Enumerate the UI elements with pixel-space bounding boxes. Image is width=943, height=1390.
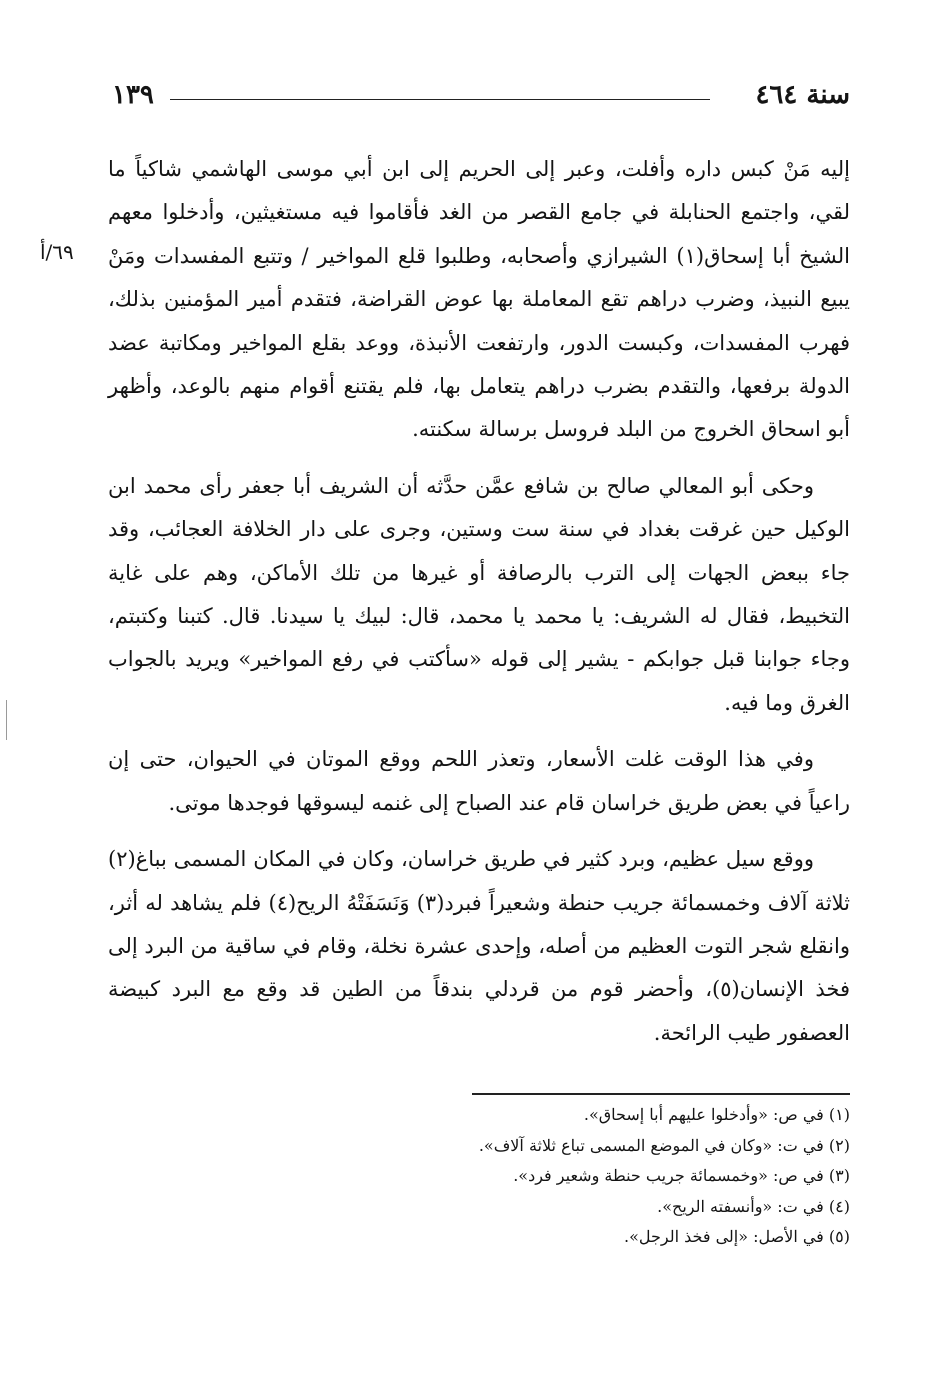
scan-edge-mark	[6, 700, 7, 740]
footnote: (١) في ص: «وأدخلوا عليهم أبا إسحاق».	[583, 1105, 850, 1124]
paragraph: إليه مَنْ كبس داره وأفلت، وعبر إلى الحريم إلى ابن أبي موسى الهاشمي شاكياً ما لقي، واجتمع الحنابلة في جامع القصر من الغد فأقاموا فيه مستغيثين، وأدخلوا معهم الشيخ أبا إسحاق(١) الشيرازي وأصحابه، وطلبوا قلع المواخير / وتتبع المفسدات ومَنْ يبيع النبيذ، وضرب دراهم تقع المعاملة بها عوض القراضة، فتقدم أمير المؤمنين بذلك، فهرب المفسدات، وكبست الدور، وارتفعت الأنبذة، ووعد بقلع المواخير ومكاتبة عضد الدولة برفعها، والتقدم بضرب دراهم يتعامل بها، فلم يقتنع أقوام منهم بالوعد، وأظهر أبو اسحاق الخروج من البلد فروسل برسالة سكنته.	[108, 157, 850, 442]
paragraph: وحكى أبو المعالي صالح بن شافع عمَّن حدَّثه أن الشريف أبا جعفر رأى محمد ابن الوكيل حين غرقت بغداد في سنة ست وستين، وجرى على دار الخلافة العجائب، وقد جاء ببعض الجهات إلى الترب بالرصافة أو غيرها من تلك الأماكن، وهم على غاية التخبيط، فقال له الشريف: يا محمد يا محمد، قال: لبيك يا سيدنا. قال. كتبنا وكتبتم، وجاء جوابنا قبل جوابكم - يشير إلى قوله «سأكتب في رفع المواخير» ويريد بالجواب الغرق وما فيه.	[108, 473, 850, 715]
paragraph: وفي هذا الوقت غلت الأسعار، وتعذر اللحم ووقع الموتان في الحيوان، حتى إن راعياً في بعض طريق خراسان قام عند الصباح إلى غنمه ليسوقها فوجدها موتى.	[108, 747, 850, 815]
footnote-separator	[472, 1093, 850, 1095]
main-text	[108, 148, 850, 1068]
page-number: ١٣٩	[112, 80, 154, 110]
page-header	[112, 78, 850, 118]
paragraph: ووقع سيل عظيم، وبرد كثير في طريق خراسان، وكان في المكان المسمى بباغ(٢) ثلاثة آلاف وخمسمائة جريب حنطة وشعيراً فبرد(٣) وَنَسَفَتْهُ الريح(٤) فلم يشاهد له أثر، وانقلع شجر التوت العظيم من أصله، وإحدى عشرة نخلة، وقام في ساقية من البرد إلى فخذ الإنسان(٥)، وأحضر قوم من قردلي بندقاً من الطين قد وقع مع البرد كبيضة العصفور طيب الرائحة.	[108, 847, 850, 1045]
footnote: (٢) في ت: «وكان في الموضع المسمى تباع ثلاثة آلاف».	[478, 1135, 850, 1155]
running-title: سنة ٤٦٤	[755, 80, 850, 110]
footnote: (٣) في ص: «وخمسمائة جريب حنطة وشعير فرد».	[513, 1166, 850, 1185]
footnote: (٥) في الأصل: «إلى فخذ الرجل».	[623, 1227, 850, 1246]
footnotes	[300, 1100, 850, 1253]
header-rule	[170, 99, 710, 100]
margin-folio-note: ٦٩/أ	[40, 240, 74, 264]
footnote: (٤) في ت: «وأنسفته الريح».	[657, 1196, 850, 1216]
